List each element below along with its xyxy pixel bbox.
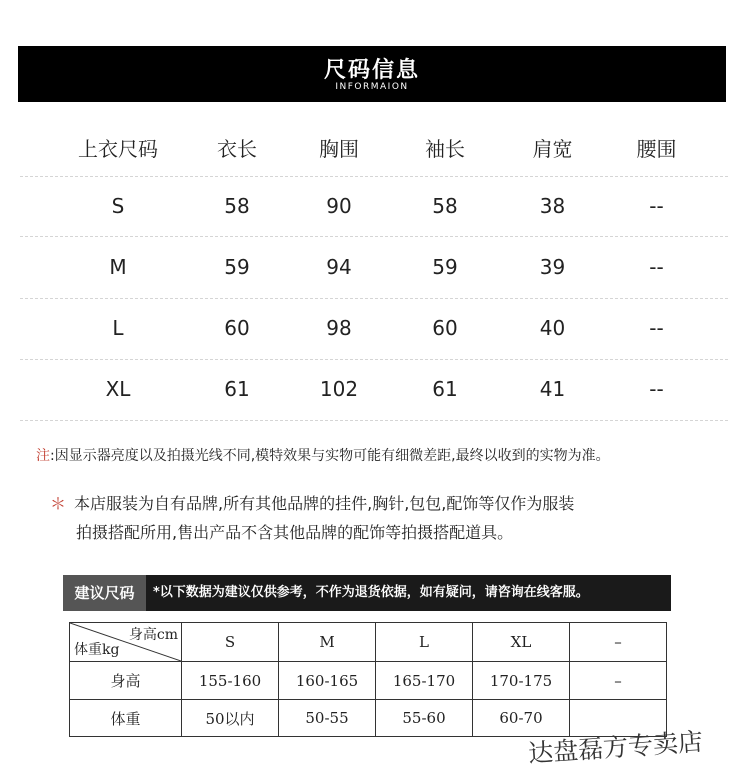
size-cell: S	[111, 193, 125, 218]
header-banner	[18, 46, 726, 102]
value-cell: --	[649, 254, 664, 279]
recommend-message: *以下数据为建议仅供参考，不作为退货依据，如有疑问，请咨询在线客服。	[153, 585, 589, 600]
disclaimer-note	[36, 445, 610, 465]
value-cell: --	[649, 376, 664, 401]
table-row	[70, 662, 667, 700]
table-cell: 170-175	[473, 662, 570, 700]
table-cell: –	[570, 623, 667, 662]
value-cell: 58	[432, 193, 458, 218]
corner-bottom-label: 体重kg	[74, 642, 120, 658]
brand-note-line1: 本店服装为自有品牌,所有其他品牌的挂件,胸针,包包,配饰等仅作为服装	[74, 494, 575, 513]
value-cell: 60	[432, 315, 458, 340]
size-table-row	[20, 175, 728, 236]
table-row	[70, 623, 667, 662]
table-cell: 165-170	[376, 662, 473, 700]
value-cell: 94	[326, 254, 352, 279]
size-cell: L	[112, 315, 124, 340]
table-cell: S	[182, 623, 279, 662]
value-cell: 41	[539, 376, 566, 401]
row-label: 身高	[70, 662, 182, 700]
size-cell: M	[109, 254, 127, 279]
table-cell: 50以内	[182, 700, 279, 737]
size-table-row	[20, 358, 728, 419]
header-cell: 腰围	[636, 137, 677, 161]
value-cell: 58	[224, 193, 250, 218]
recommend-table	[69, 622, 667, 737]
brand-note-line2: 拍摄搭配所用,售出产品不含其他品牌的配饰等拍摄搭配道具。	[76, 523, 514, 542]
brand-note	[50, 489, 574, 547]
header-cell: 袖长	[425, 137, 465, 161]
table-cell: L	[376, 623, 473, 662]
value-cell: 38	[539, 193, 566, 218]
value-cell: 59	[432, 254, 458, 279]
value-cell: 102	[319, 376, 359, 401]
value-cell: 60	[224, 315, 250, 340]
value-cell: 39	[539, 254, 566, 279]
size-table-header	[20, 117, 728, 178]
size-table-row	[20, 297, 728, 358]
value-cell: 98	[326, 315, 352, 340]
note-prefix: 注	[36, 448, 50, 464]
value-cell: 90	[326, 193, 352, 218]
asterisk-icon: ＊	[50, 494, 67, 513]
value-cell: 61	[432, 376, 458, 401]
note-text: :因显示器亮度以及拍摄光线不同,模特效果与实物可能有细微差距,最终以收到的实物为准。	[50, 448, 610, 464]
header-cell: 上衣尺码	[78, 137, 158, 161]
value-cell: 59	[224, 254, 250, 279]
value-cell: --	[649, 315, 664, 340]
size-table-row	[20, 236, 728, 297]
corner-cell	[70, 623, 182, 662]
table-cell: 55-60	[376, 700, 473, 737]
store-watermark: 达盘磊方专卖店	[527, 726, 704, 769]
banner-title: 尺码信息	[323, 58, 420, 83]
divider	[20, 420, 728, 421]
banner-subtitle: INFORMAION	[335, 82, 409, 92]
table-cell: 60-70	[473, 700, 570, 737]
corner-top-label: 身高cm	[128, 627, 178, 643]
value-cell: 40	[539, 315, 566, 340]
value-cell: --	[649, 193, 664, 218]
value-cell: 61	[224, 376, 250, 401]
table-cell: 160-165	[279, 662, 376, 700]
size-cell: XL	[105, 376, 131, 401]
row-label: 体重	[70, 700, 182, 737]
table-cell: –	[570, 662, 667, 700]
header-cell: 肩宽	[532, 137, 573, 161]
table-cell: 155-160	[182, 662, 279, 700]
table-cell: 50-55	[279, 700, 376, 737]
table-cell: M	[279, 623, 376, 662]
table-cell: XL	[473, 623, 570, 662]
recommend-label: 建议尺码	[63, 575, 146, 611]
recommend-bar	[63, 575, 671, 611]
header-cell: 胸围	[319, 137, 359, 161]
header-cell: 衣长	[217, 137, 257, 161]
